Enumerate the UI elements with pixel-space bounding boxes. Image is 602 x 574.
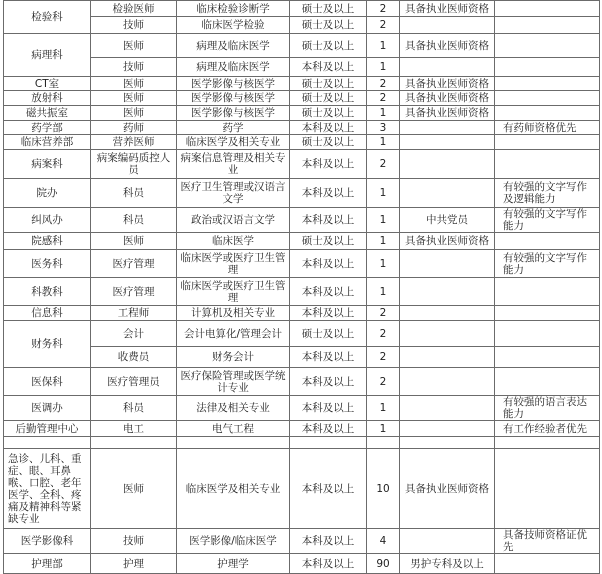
table-row xyxy=(4,554,600,574)
position-cell: 技师 xyxy=(91,58,177,77)
count-cell: 1 xyxy=(367,34,400,58)
requirement-cell xyxy=(400,121,495,135)
department-cell: 药学部 xyxy=(4,121,91,135)
position-cell xyxy=(91,437,177,449)
major-cell: 病理及临床医学 xyxy=(177,58,290,77)
recruitment-table xyxy=(3,0,600,574)
education-cell: 硕士及以上 xyxy=(290,233,367,250)
table-row xyxy=(4,250,600,278)
count-cell: 1 xyxy=(367,421,400,437)
requirement-cell: 具备执业医师资格 xyxy=(400,106,495,121)
note-cell: 有较强的文字写作能力 xyxy=(495,250,600,278)
table-row xyxy=(4,150,600,179)
table-row xyxy=(4,58,600,77)
requirement-cell: 具备执业医师资格 xyxy=(400,233,495,250)
count-cell: 1 xyxy=(367,233,400,250)
department-cell xyxy=(4,437,91,449)
department-cell: 科教科 xyxy=(4,278,91,306)
major-cell: 临床医学 xyxy=(177,233,290,250)
table-row xyxy=(4,106,600,121)
requirement-cell xyxy=(400,150,495,179)
major-cell: 医学影像/临床医学 xyxy=(177,529,290,554)
count-cell: 2 xyxy=(367,77,400,91)
education-cell: 硕士及以上 xyxy=(290,77,367,91)
education-cell: 本科及以上 xyxy=(290,396,367,421)
count-cell: 2 xyxy=(367,306,400,321)
table-row xyxy=(4,1,600,17)
major-cell: 临床医学或医疗卫生管理 xyxy=(177,250,290,278)
position-cell: 收费员 xyxy=(91,347,177,368)
table-row xyxy=(4,437,600,449)
major-cell: 电气工程 xyxy=(177,421,290,437)
major-cell: 临床医学及相关专业 xyxy=(177,135,290,150)
note-cell: 有药师资格优先 xyxy=(495,121,600,135)
count-cell: 4 xyxy=(367,529,400,554)
major-cell: 临床检验诊断学 xyxy=(177,1,290,17)
table-body xyxy=(4,1,600,574)
department-cell: 急诊、儿科、重症、眼、耳鼻喉、口腔、老年医学、全科、疼痛及精神科等紧缺专业 xyxy=(4,449,91,529)
position-cell: 医师 xyxy=(91,77,177,91)
requirement-cell xyxy=(400,179,495,208)
requirement-cell: 具备执业医师资格 xyxy=(400,449,495,529)
position-cell: 检验医师 xyxy=(91,1,177,17)
position-cell: 科员 xyxy=(91,179,177,208)
position-cell: 科员 xyxy=(91,208,177,233)
position-cell: 药师 xyxy=(91,121,177,135)
major-cell: 政治或汉语言文学 xyxy=(177,208,290,233)
department-cell: 护理部 xyxy=(4,554,91,574)
major-cell: 医学影像与核医学 xyxy=(177,106,290,121)
note-cell xyxy=(495,150,600,179)
position-cell: 电工 xyxy=(91,421,177,437)
requirement-cell xyxy=(400,396,495,421)
department-cell: 临床营养部 xyxy=(4,135,91,150)
table-row xyxy=(4,278,600,306)
major-cell: 会计电算化/管理会计 xyxy=(177,321,290,347)
position-cell: 工程师 xyxy=(91,306,177,321)
table-row xyxy=(4,529,600,554)
table-row xyxy=(4,17,600,34)
major-cell: 医学影像与核医学 xyxy=(177,91,290,106)
department-cell: 医务科 xyxy=(4,250,91,278)
major-cell: 临床医学或医疗卫生管理 xyxy=(177,278,290,306)
count-cell: 2 xyxy=(367,91,400,106)
count-cell: 10 xyxy=(367,449,400,529)
department-cell: 纠风办 xyxy=(4,208,91,233)
count-cell: 2 xyxy=(367,368,400,396)
education-cell: 本科及以上 xyxy=(290,278,367,306)
requirement-cell: 中共党员 xyxy=(400,208,495,233)
table-row xyxy=(4,77,600,91)
education-cell: 硕士及以上 xyxy=(290,34,367,58)
note-cell xyxy=(495,17,600,34)
requirement-cell: 男护专科及以上 xyxy=(400,554,495,574)
education-cell: 本科及以上 xyxy=(290,208,367,233)
note-cell: 有较强的文字写作能力 xyxy=(495,208,600,233)
department-cell: 院办 xyxy=(4,179,91,208)
major-cell: 医疗保险管理或医学统计专业 xyxy=(177,368,290,396)
table-row xyxy=(4,421,600,437)
note-cell: 有较强的文字写作及逻辑能力 xyxy=(495,179,600,208)
requirement-cell: 具备执业医师资格 xyxy=(400,91,495,106)
count-cell: 1 xyxy=(367,278,400,306)
department-cell: CT室 xyxy=(4,77,91,91)
department-cell: 财务科 xyxy=(4,321,91,368)
requirement-cell xyxy=(400,306,495,321)
count-cell: 90 xyxy=(367,554,400,574)
department-cell: 后勤管理中心 xyxy=(4,421,91,437)
table-row xyxy=(4,208,600,233)
education-cell: 硕士及以上 xyxy=(290,321,367,347)
education-cell: 硕士及以上 xyxy=(290,135,367,150)
requirement-cell xyxy=(400,250,495,278)
count-cell: 1 xyxy=(367,58,400,77)
department-cell: 检验科 xyxy=(4,1,91,34)
position-cell: 护理 xyxy=(91,554,177,574)
table-row xyxy=(4,368,600,396)
requirement-cell xyxy=(400,368,495,396)
position-cell: 营养医师 xyxy=(91,135,177,150)
count-cell: 1 xyxy=(367,208,400,233)
education-cell: 本科及以上 xyxy=(290,306,367,321)
department-cell: 医调办 xyxy=(4,396,91,421)
major-cell xyxy=(177,437,290,449)
department-cell: 医学影像科 xyxy=(4,529,91,554)
department-cell: 医保科 xyxy=(4,368,91,396)
note-cell: 有工作经验者优先 xyxy=(495,421,600,437)
major-cell: 病理及临床医学 xyxy=(177,34,290,58)
requirement-cell: 具备执业医师资格 xyxy=(400,77,495,91)
note-cell: 有较强的语言表达能力 xyxy=(495,396,600,421)
note-cell: 具备技师资格证优先 xyxy=(495,529,600,554)
note-cell xyxy=(495,77,600,91)
count-cell: 1 xyxy=(367,179,400,208)
requirement-cell xyxy=(400,529,495,554)
major-cell: 病案信息管理及相关专业 xyxy=(177,150,290,179)
table-row xyxy=(4,179,600,208)
position-cell: 医师 xyxy=(91,106,177,121)
note-cell xyxy=(495,449,600,529)
count-cell: 2 xyxy=(367,321,400,347)
major-cell: 计算机及相关专业 xyxy=(177,306,290,321)
note-cell xyxy=(495,347,600,368)
note-cell xyxy=(495,91,600,106)
department-cell: 信息科 xyxy=(4,306,91,321)
department-cell: 病理科 xyxy=(4,34,91,77)
count-cell: 2 xyxy=(367,17,400,34)
count-cell: 1 xyxy=(367,135,400,150)
position-cell: 医疗管理员 xyxy=(91,368,177,396)
count-cell: 3 xyxy=(367,121,400,135)
table-row xyxy=(4,91,600,106)
requirement-cell xyxy=(400,17,495,34)
count-cell: 2 xyxy=(367,1,400,17)
education-cell: 本科及以上 xyxy=(290,179,367,208)
education-cell: 本科及以上 xyxy=(290,529,367,554)
requirement-cell: 具备执业医师资格 xyxy=(400,1,495,17)
major-cell: 药学 xyxy=(177,121,290,135)
note-cell xyxy=(495,306,600,321)
table-row xyxy=(4,449,600,529)
count-cell xyxy=(367,437,400,449)
note-cell xyxy=(495,368,600,396)
count-cell: 1 xyxy=(367,106,400,121)
table-row xyxy=(4,121,600,135)
note-cell xyxy=(495,233,600,250)
note-cell xyxy=(495,135,600,150)
education-cell: 本科及以上 xyxy=(290,421,367,437)
major-cell: 法律及相关专业 xyxy=(177,396,290,421)
education-cell: 本科及以上 xyxy=(290,250,367,278)
requirement-cell xyxy=(400,278,495,306)
position-cell: 医疗管理 xyxy=(91,250,177,278)
requirement-cell xyxy=(400,135,495,150)
note-cell xyxy=(495,554,600,574)
major-cell: 临床医学检验 xyxy=(177,17,290,34)
position-cell: 医师 xyxy=(91,34,177,58)
position-cell: 医疗管理 xyxy=(91,278,177,306)
position-cell: 会计 xyxy=(91,321,177,347)
position-cell: 技师 xyxy=(91,17,177,34)
table-row xyxy=(4,306,600,321)
education-cell: 硕士及以上 xyxy=(290,106,367,121)
major-cell: 财务会计 xyxy=(177,347,290,368)
requirement-cell xyxy=(400,58,495,77)
position-cell: 科员 xyxy=(91,396,177,421)
major-cell: 临床医学及相关专业 xyxy=(177,449,290,529)
department-cell: 病案科 xyxy=(4,150,91,179)
requirement-cell xyxy=(400,347,495,368)
count-cell: 1 xyxy=(367,396,400,421)
education-cell: 本科及以上 xyxy=(290,368,367,396)
major-cell: 医疗卫生管理或汉语言文学 xyxy=(177,179,290,208)
education-cell: 本科及以上 xyxy=(290,449,367,529)
department-cell: 院感科 xyxy=(4,233,91,250)
table-row xyxy=(4,135,600,150)
table-row xyxy=(4,396,600,421)
note-cell xyxy=(495,321,600,347)
education-cell: 硕士及以上 xyxy=(290,91,367,106)
table-row xyxy=(4,321,600,347)
education-cell: 本科及以上 xyxy=(290,58,367,77)
position-cell: 病案编码质控人员 xyxy=(91,150,177,179)
requirement-cell: 具备执业医师资格 xyxy=(400,34,495,58)
note-cell xyxy=(495,106,600,121)
major-cell: 护理学 xyxy=(177,554,290,574)
position-cell: 医师 xyxy=(91,233,177,250)
education-cell: 硕士及以上 xyxy=(290,1,367,17)
note-cell xyxy=(495,34,600,58)
major-cell: 医学影像与核医学 xyxy=(177,77,290,91)
education-cell: 本科及以上 xyxy=(290,347,367,368)
note-cell xyxy=(495,437,600,449)
table-row xyxy=(4,347,600,368)
position-cell: 技师 xyxy=(91,529,177,554)
count-cell: 2 xyxy=(367,150,400,179)
education-cell: 本科及以上 xyxy=(290,554,367,574)
position-cell: 医师 xyxy=(91,91,177,106)
requirement-cell xyxy=(400,321,495,347)
table-row xyxy=(4,34,600,58)
position-cell: 医师 xyxy=(91,449,177,529)
note-cell xyxy=(495,1,600,17)
table-row xyxy=(4,233,600,250)
education-cell xyxy=(290,437,367,449)
department-cell: 磁共振室 xyxy=(4,106,91,121)
education-cell: 硕士及以上 xyxy=(290,17,367,34)
requirement-cell xyxy=(400,421,495,437)
count-cell: 1 xyxy=(367,250,400,278)
department-cell: 放射科 xyxy=(4,91,91,106)
note-cell xyxy=(495,58,600,77)
education-cell: 本科及以上 xyxy=(290,150,367,179)
requirement-cell xyxy=(400,437,495,449)
education-cell: 本科及以上 xyxy=(290,121,367,135)
count-cell: 2 xyxy=(367,347,400,368)
note-cell xyxy=(495,278,600,306)
